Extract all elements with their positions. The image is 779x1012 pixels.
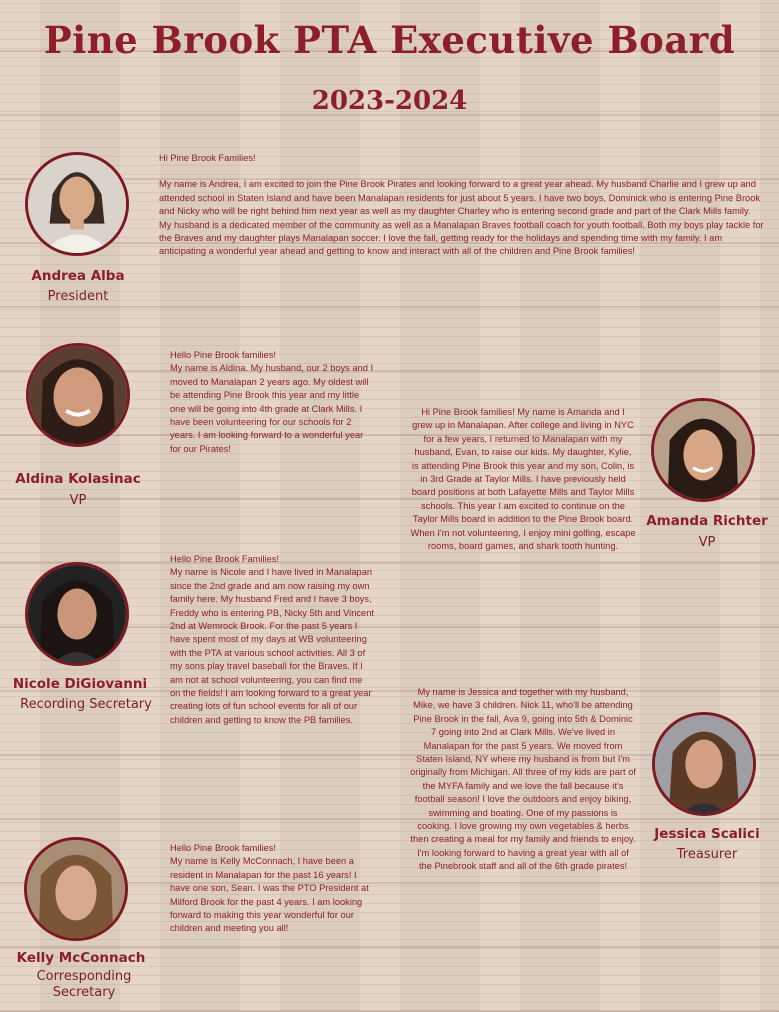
amanda-photo: [651, 398, 755, 502]
kelly-role: Corresponding Secretary: [36, 969, 132, 1000]
andrea-name: Andrea Alba: [31, 268, 125, 284]
amanda-bio-body: Hi Pine Brook families! My name is Amanda and I grew up in Manalapan. After college and living in NYC for a few years, I returned to Manalapan with my husband, Evan, to raise our kids. My daughter, Kylie, is attending Pine Brook this year and my son, Colin, is in 3rd Grade at Taylor Mills. I have previously held board positions at both Lafayette Mills and Taylor Mills schools. This year I am excited to continue on the Taylor Mills board in addition to the Pine Brook board. When I'm not volunteering, I enjoy mini golfing, escape rooms, board games, and shark tooth hunting.: [410, 407, 636, 552]
school-year: 2023-2024: [311, 86, 468, 116]
nicole-name: Nicole DiGiovanni: [12, 676, 148, 692]
aldina-role: VP: [69, 493, 87, 508]
kelly-name: Kelly McConnach: [16, 950, 146, 966]
nicole-photo: [25, 562, 129, 666]
jessica-bio: [410, 686, 636, 874]
nicole-bio-greeting: Hello Pine Brook Families!: [170, 554, 280, 564]
jessica-bio-body: My name is Jessica and together with my husband, Mike, we have 3 children. Nick 11, who'll be attending Pine Brook in the fall, Ava 9, going into 5th & Dominic 7 going into 2nd at Clark Mills. We've lived in Manalapan for the past 5 years. We moved from Staten Island, NY where my husband is from but I'm originally from Michigan. All three of my kids are part of the MYFA family and we love the fall because it's football season! I love the outdoors and enjoy biking, swimming and boating. One of my passions is cooking. I love growing my own vegetables & herbs then creating a meal for my family and friends to enjoy. I'm looking forward to having a great year with all of the Pinebrook staff and all of the 6th grade pirates!: [410, 687, 636, 872]
andrea-photo: [25, 152, 129, 256]
nicole-bio: [170, 553, 375, 727]
kelly-bio: [170, 842, 375, 936]
kelly-bio-body: My name is Kelly McConnach, I have been a resident in Manalapan for the past 16 years! I have one son, Sean. I was the PTO President at Milford Brook for the past 4 years. I am looking forward to making this year wonderful for our children and meeting you all!: [170, 856, 369, 934]
aldina-bio-greeting: Hello Pine Brook families!: [170, 350, 276, 360]
amanda-role: VP: [698, 535, 716, 550]
amanda-bio: [410, 406, 636, 553]
nicole-bio-body: My name is Nicole and I have lived in Manalapan since the 2nd grade and am now raising my own family here. My husband Fred and I have 3 boys, Freddy who is entering PB, Nicky 5th and Vincent 2nd at Wemrock Brook. For the past 5 years I have spent most of my days at WB volunteering with the PTA at various school activities. All 3 of my sons play travel baseball for the Braves. If I am not at school volunteering, you can find me on the fields! I am looking forward to a great year creating lots of fun school events for all of our children and getting to know the PB families.: [170, 567, 374, 725]
nicole-role: Recording Secretary: [20, 697, 152, 712]
andrea-bio: [159, 152, 765, 259]
aldina-photo: [26, 343, 130, 447]
aldina-name: Aldina Kolasinac: [15, 471, 141, 487]
amanda-name: Amanda Richter: [646, 513, 768, 529]
kelly-bio-greeting: Hello Pine Brook families!: [170, 843, 276, 853]
jessica-name: Jessica Scalici: [654, 826, 760, 842]
jessica-role: Treasurer: [676, 847, 738, 862]
aldina-bio-body: My name is Aldina. My husband, our 2 boys and I moved to Manalapan 2 years ago. My oldest will be attending Pine Brook this year and my little one will be going into 4th grade at Clark Mills. I have been volunteering for our schools for 2 years. I am looking forward to a wonderful year for our Pirates!: [170, 363, 374, 454]
andrea-role: President: [47, 289, 109, 304]
aldina-bio: [170, 349, 375, 456]
page-title: Pine Brook PTA Executive Board: [43, 18, 736, 62]
jessica-photo: [652, 712, 756, 816]
andrea-bio-greeting: Hi Pine Brook Families!: [159, 153, 256, 163]
andrea-bio-body: My name is Andrea, I am excited to join the Pine Brook Pirates and looking forward to a great year ahead. My husband Charlie and I grew up and attended school in Staten Island and have been Manalapan residents for just about 5 years. I have two boys, Dominick who is entering Pine Brook and Nicky who will be right behind him next year as well as my daughter Charley who is entering second grade and part of the Clark Mills family. My husband is a dedicated member of the community as well as a Manalapan Braves football coach for youth football. Both my boys play tackle for the Braves and my daughter plays Manalapan soccer. I love the fall, getting ready for the holidays and spending time with my family. I am anticipating a wonderful year ahead and getting to know and interact with all of the children and Pine Brook families!: [159, 179, 764, 257]
kelly-photo: [24, 837, 128, 941]
